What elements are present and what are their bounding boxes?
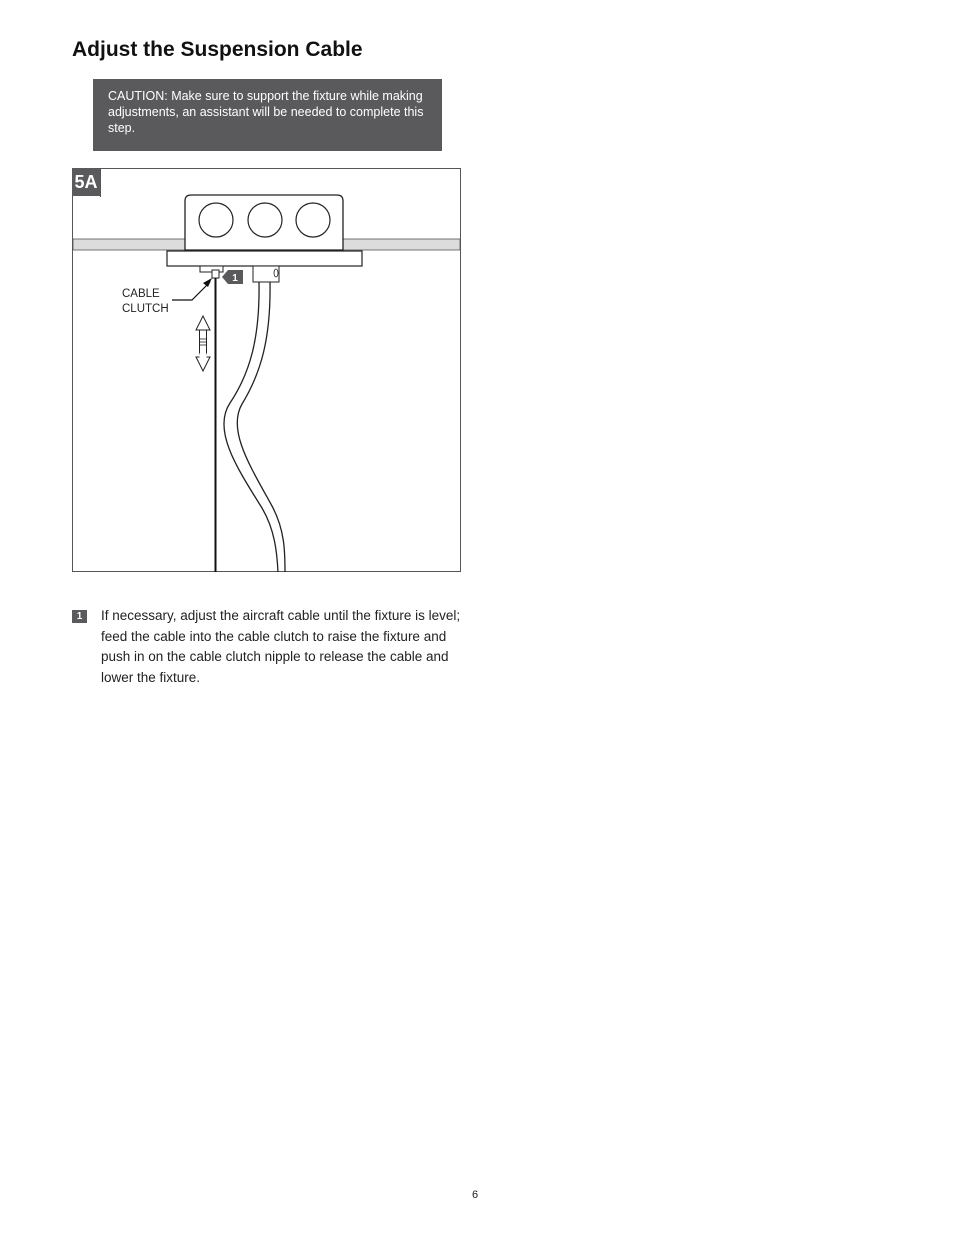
cord-grip bbox=[253, 266, 279, 282]
callout-line-2: CLUTCH bbox=[122, 303, 169, 315]
caution-box: CAUTION: Make sure to support the fixture while making adjustments, an assistant will be needed to complete this step. bbox=[93, 79, 442, 151]
figure-5a bbox=[72, 168, 461, 572]
page-number: 6 bbox=[472, 1189, 479, 1201]
page-title: Adjust the Suspension Cable bbox=[72, 38, 363, 61]
knockout-3 bbox=[296, 203, 330, 237]
diagram-step-marker-text: 1 bbox=[232, 273, 238, 284]
step-text: If necessary, adjust the aircraft cable until the fixture is level; feed the cable into the cable clutch to raise the fixture and push in on the cable clutch nipple to release the cable and lower the fixture. bbox=[101, 608, 461, 685]
cable-clutch-nipple bbox=[212, 270, 219, 278]
knockout-1 bbox=[199, 203, 233, 237]
knockout-2 bbox=[248, 203, 282, 237]
figure-label: 5A bbox=[74, 172, 98, 192]
canopy bbox=[167, 251, 362, 266]
callout-line-1: CABLE bbox=[122, 288, 160, 300]
step-badge: 1 bbox=[72, 610, 87, 623]
installation-diagram bbox=[72, 168, 461, 572]
